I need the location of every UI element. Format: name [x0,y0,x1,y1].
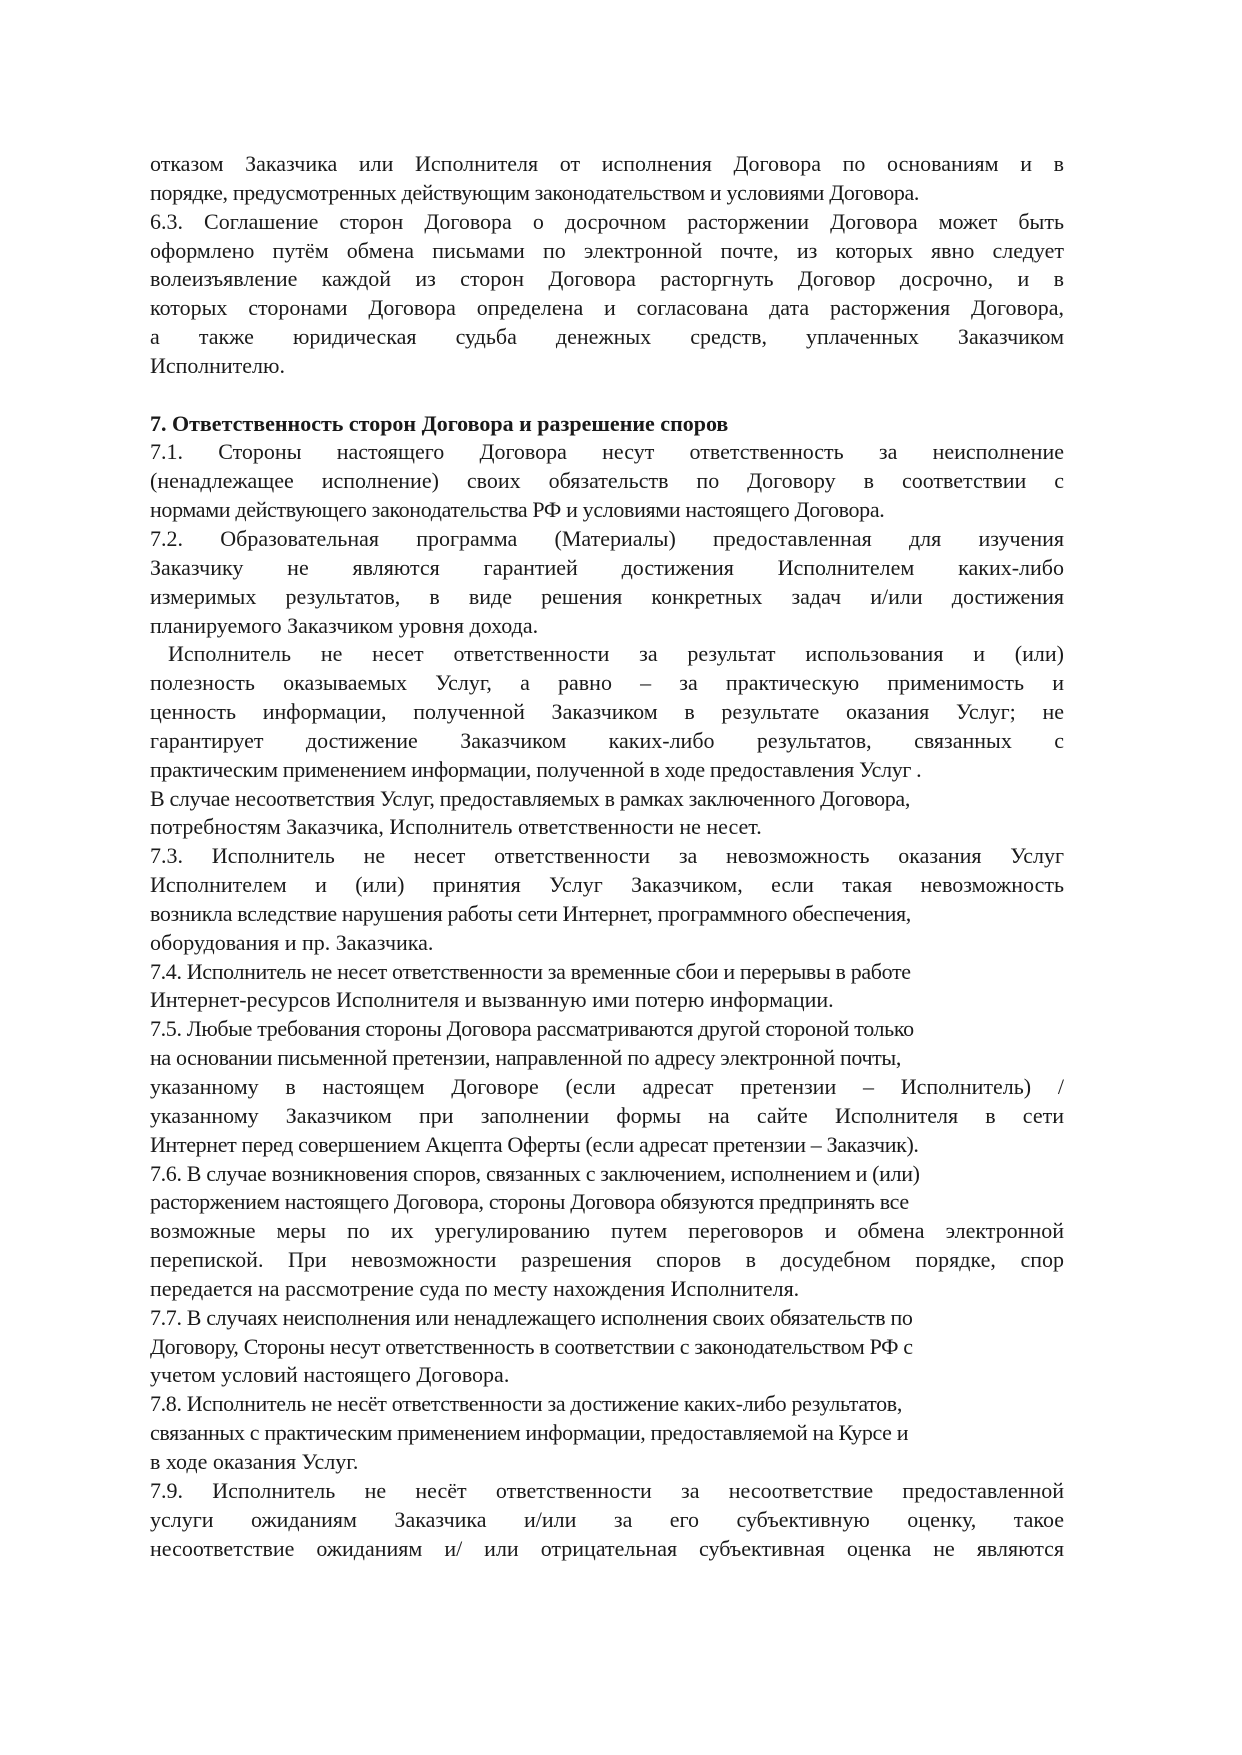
text-line: 7.6. В случае возникновения споров, связанных с заключением, исполнением и (или) [150,1160,920,1186]
paragraph-6-2-continuation [150,150,1064,208]
text-line: гарантирует достижение Заказчиком каких-либо результатов, связанных с [150,727,1064,753]
text-line: на основании письменной претензии, направленной по адресу электронной почты, [150,1045,902,1071]
text-line: перепиской. При невозможности разрешения споров в досудебном порядке, спор [150,1247,1064,1273]
text-line: указанному в настоящем Договоре (если адресат претензии – Исполнитель) / [150,1074,1064,1099]
paragraph-7-3 [150,842,1064,957]
paragraph-7-2 [150,525,1064,640]
text-line: нормами действующего законодательства РФ и условиями настоящего Договора. [150,497,885,523]
blank-line [150,381,1064,410]
paragraph-7-5 [150,1015,1064,1159]
paragraph-7-9 [150,1477,1064,1564]
text-line: в ходе оказания Услуг. [150,1448,359,1474]
paragraph-7-1 [150,438,1064,525]
section-heading: 7. Ответственность сторон Договора и разрешение споров [150,410,729,436]
text-line: которых сторонами Договора определена и согласована дата расторжения Договора, [150,295,1064,321]
text-line: 7.1. Стороны настоящего Договора несут ответственность за неисполнение [150,439,1064,465]
text-line: возможные меры по их урегулированию путем переговоров и обмена электронной [150,1218,1064,1244]
text-line: Исполнителем и (или) принятия Услуг Заказчиком, если такая невозможность [150,872,1064,898]
text-line: отказом Заказчика или Исполнителя от исполнения Договора по основаниям и в [150,151,1064,176]
paragraph-7-7 [150,1304,1064,1391]
text-line: измеримых результатов, в виде решения конкретных задач и/или достижения [150,583,1064,609]
text-line: 7.7. В случаях неисполнения или ненадлежащего исполнения своих обязательств по [150,1304,913,1330]
paragraph-6-3 [150,208,1064,381]
text-line: 7.8. Исполнитель не несёт ответственности за достижение каких-либо результатов, [150,1391,902,1417]
text-line: 7.5. Любые требования стороны Договора рассматриваются другой стороной только [150,1016,914,1042]
text-line: несоответствие ожиданиям и/ или отрицательная субъективная оценка не являются [150,1535,1064,1561]
paragraph-7-8 [150,1390,1064,1477]
text-line: волеизъявление каждой из сторон Договора расторгнуть Договор досрочно, и в [150,266,1064,292]
text-line: 6.3. Соглашение сторон Договора о досрочном расторжении Договора может быть [150,208,1064,234]
text-line: учетом условий настоящего Договора. [150,1362,510,1388]
text-line: планируемого Заказчиком уровня дохода. [150,612,539,638]
text-line: ценность информации, полученной Заказчиком в результате оказания Услуг; не [150,699,1064,725]
text-line: Исполнителю. [150,352,285,378]
text-line: указанному Заказчиком при заполнении формы на сайте Исполнителя в сети [150,1102,1064,1128]
text-line: потребностям Заказчика, Исполнитель ответственности не несет. [150,814,762,840]
text-line: В случае несоответствия Услуг, предоставляемых в рамках заключенного Договора, [150,785,910,811]
text-line: оформлено путём обмена письмами по электронной почте, из которых явно следует [150,237,1064,263]
document-page [150,150,1064,1563]
text-line: оборудования и пр. Заказчика. [150,929,434,955]
text-line: 7.4. Исполнитель не несет ответственности за временные сбои и перерывы в работе [150,958,911,984]
text-line: Заказчику не являются гарантией достижения Исполнителем каких-либо [150,554,1064,580]
text-line: 7.3. Исполнитель не несет ответственности за невозможность оказания Услуг [150,843,1064,869]
paragraph-7-6 [150,1160,1064,1304]
text-line: (ненадлежащее исполнение) своих обязательств по Договору в соответствии с [150,468,1064,494]
text-line: а также юридическая судьба денежных средств, уплаченных Заказчиком [150,324,1064,350]
text-line: 7.9. Исполнитель не несёт ответственности за несоответствие предоставленной [150,1477,1064,1503]
paragraph-7-4 [150,958,1064,1016]
text-line: услуги ожиданиям Заказчика и/или за его субъективную оценку, такое [150,1506,1064,1532]
text-line: Исполнитель не несет ответственности за результат использования и (или) [168,641,1064,667]
text-line: полезность оказываемых Услуг, а равно – за практическую применимость и [150,670,1064,696]
text-line: возникла вследствие нарушения работы сети Интернет, программного обеспечения, [150,900,911,926]
text-line: 7.2. Образовательная программа (Материалы) предоставленная для изучения [150,525,1064,551]
paragraph-7-2-disclaimer [150,640,1064,842]
text-line: Интернет перед совершением Акцепта Оферты (если адресат претензии – Заказчик). [150,1131,919,1157]
text-line: Интернет-ресурсов Исполнителя и вызванную ими потерю информации. [150,987,834,1013]
text-line: Договору, Стороны несут ответственность в соответствии с законодательством РФ с [150,1333,913,1359]
text-line: порядке, предусмотренных действующим законодательством и условиями Договора. [150,179,920,205]
text-line: связанных с практическим применением информации, предоставляемой на Курсе и [150,1420,909,1446]
text-line: практическим применением информации, полученной в ходе предоставления Услуг . [150,756,922,782]
text-line: расторжением настоящего Договора, стороны Договора обязуются предпринять все [150,1189,909,1215]
text-line: передается на рассмотрение суда по месту нахождения Исполнителя. [150,1275,800,1301]
